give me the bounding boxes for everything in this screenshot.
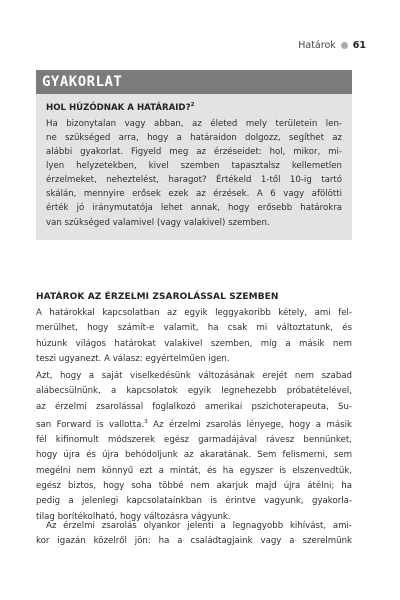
paragraph-1 bbox=[36, 306, 352, 367]
exercise-box bbox=[36, 70, 352, 240]
exercise-box-body bbox=[36, 115, 352, 240]
paragraph-line: az érzelmi zsarolással foglalkozó amerikai pszichoterapeuta, Su- bbox=[36, 401, 352, 412]
exercise-line: van szükséged valamivel (vagy valakivel) szemben. bbox=[46, 217, 270, 228]
paragraph-line: A határokkal kapcsolatban az egyik leggyakoribb kétely, ami fel- bbox=[36, 308, 352, 318]
paragraph-line: húzunk világos határokat valakivel szemben, míg a másik nem bbox=[36, 338, 352, 349]
exercise-heading-text: HOL HÚZÓDNAK A HATÁRAID? bbox=[46, 102, 191, 113]
paragraph-line: hogy újra és újra behódoljunk az akaratának. Sem felismerni, sem bbox=[36, 450, 352, 461]
paragraph-line: teszi ugyanezt. A válasz: egyértelműen igen. bbox=[36, 353, 230, 364]
exercise-line: skálán, mennyire erősek ezek az érzések. A 6 vagy afölötti bbox=[46, 189, 342, 200]
paragraph-2 bbox=[36, 369, 352, 525]
paragraph-line: megélni nem könnyű ezt a mintát, és ha egyszer is elszenvedtük, bbox=[36, 465, 352, 476]
footnote-marker: 3 bbox=[144, 418, 148, 425]
paragraph-line: fél kifinomult módszerek egész garmadájával rávesz bennünket, bbox=[36, 435, 352, 446]
exercise-line: ne szükséged arra, hogy a határaidon dolgozz, segíthet az bbox=[46, 132, 342, 143]
paragraph-line-part: Az érzelmi zsarolás lényege, hogy a másik bbox=[147, 419, 352, 430]
exercise-line: alábbi gyakorlat. Figyeld meg az érzéseidet: hol, mikor, mi- bbox=[46, 147, 342, 158]
exercise-box-label: GYAKORLAT bbox=[36, 70, 352, 94]
section-heading: HATÁROK AZ ÉRZELMI ZSAROLÁSSAL SZEMBEN bbox=[36, 292, 279, 302]
paragraph-line: tilag borítékolható, hogy változásra vágyunk. bbox=[36, 511, 231, 522]
paragraph-line-part: san Forward is vallotta. bbox=[36, 419, 145, 430]
paragraph-line: alábecsülnünk, a kapcsolatok egyik legnehezebb próbatételével, bbox=[36, 386, 352, 397]
paragraph-line: kor igazán közelről jön: ha a családtagjaink vagy a szerelmünk bbox=[36, 536, 352, 547]
exercise-line: lyen helyzetekben, kivel szemben tapasztalsz kellemetlen bbox=[46, 161, 342, 172]
exercise-box-heading bbox=[36, 94, 352, 115]
running-header bbox=[298, 40, 366, 51]
paragraph-line: Azt, hogy a saját viselkedésünk változásának erejét nem szabad bbox=[36, 371, 352, 381]
exercise-line: érték jó iránymutatója lehet annak, hogy erősebb határokra bbox=[46, 203, 342, 214]
paragraph-3 bbox=[36, 519, 352, 550]
separator-dot-icon bbox=[341, 42, 348, 49]
paragraph-line: merülhet, hogy számít-e valamit, ha csak mi változtatunk, és bbox=[36, 323, 352, 334]
page-number: 61 bbox=[352, 40, 366, 51]
paragraph-line bbox=[36, 415, 352, 433]
paragraph-line: egész biztos, hogy soha többé nem akarjuk majd újra átélni; ha bbox=[36, 480, 352, 491]
exercise-line: Ha bizonytalan vagy abban, az életed mely területein len- bbox=[46, 118, 342, 129]
paragraph-line: Az érzelmi zsarolás olyankor jelenti a legnagyobb kihívást, ami- bbox=[46, 521, 352, 531]
exercise-line: érzelmeket, neheztelést, haragot? Értékeld 1-től 10-ig tartó bbox=[46, 175, 342, 186]
footnote-marker: 2 bbox=[190, 102, 195, 108]
paragraph-line: pedig a jelenlegi kapcsolatainkban is érintve vagyunk, gyakorla- bbox=[36, 496, 352, 507]
running-header-section: Határok bbox=[298, 40, 336, 51]
